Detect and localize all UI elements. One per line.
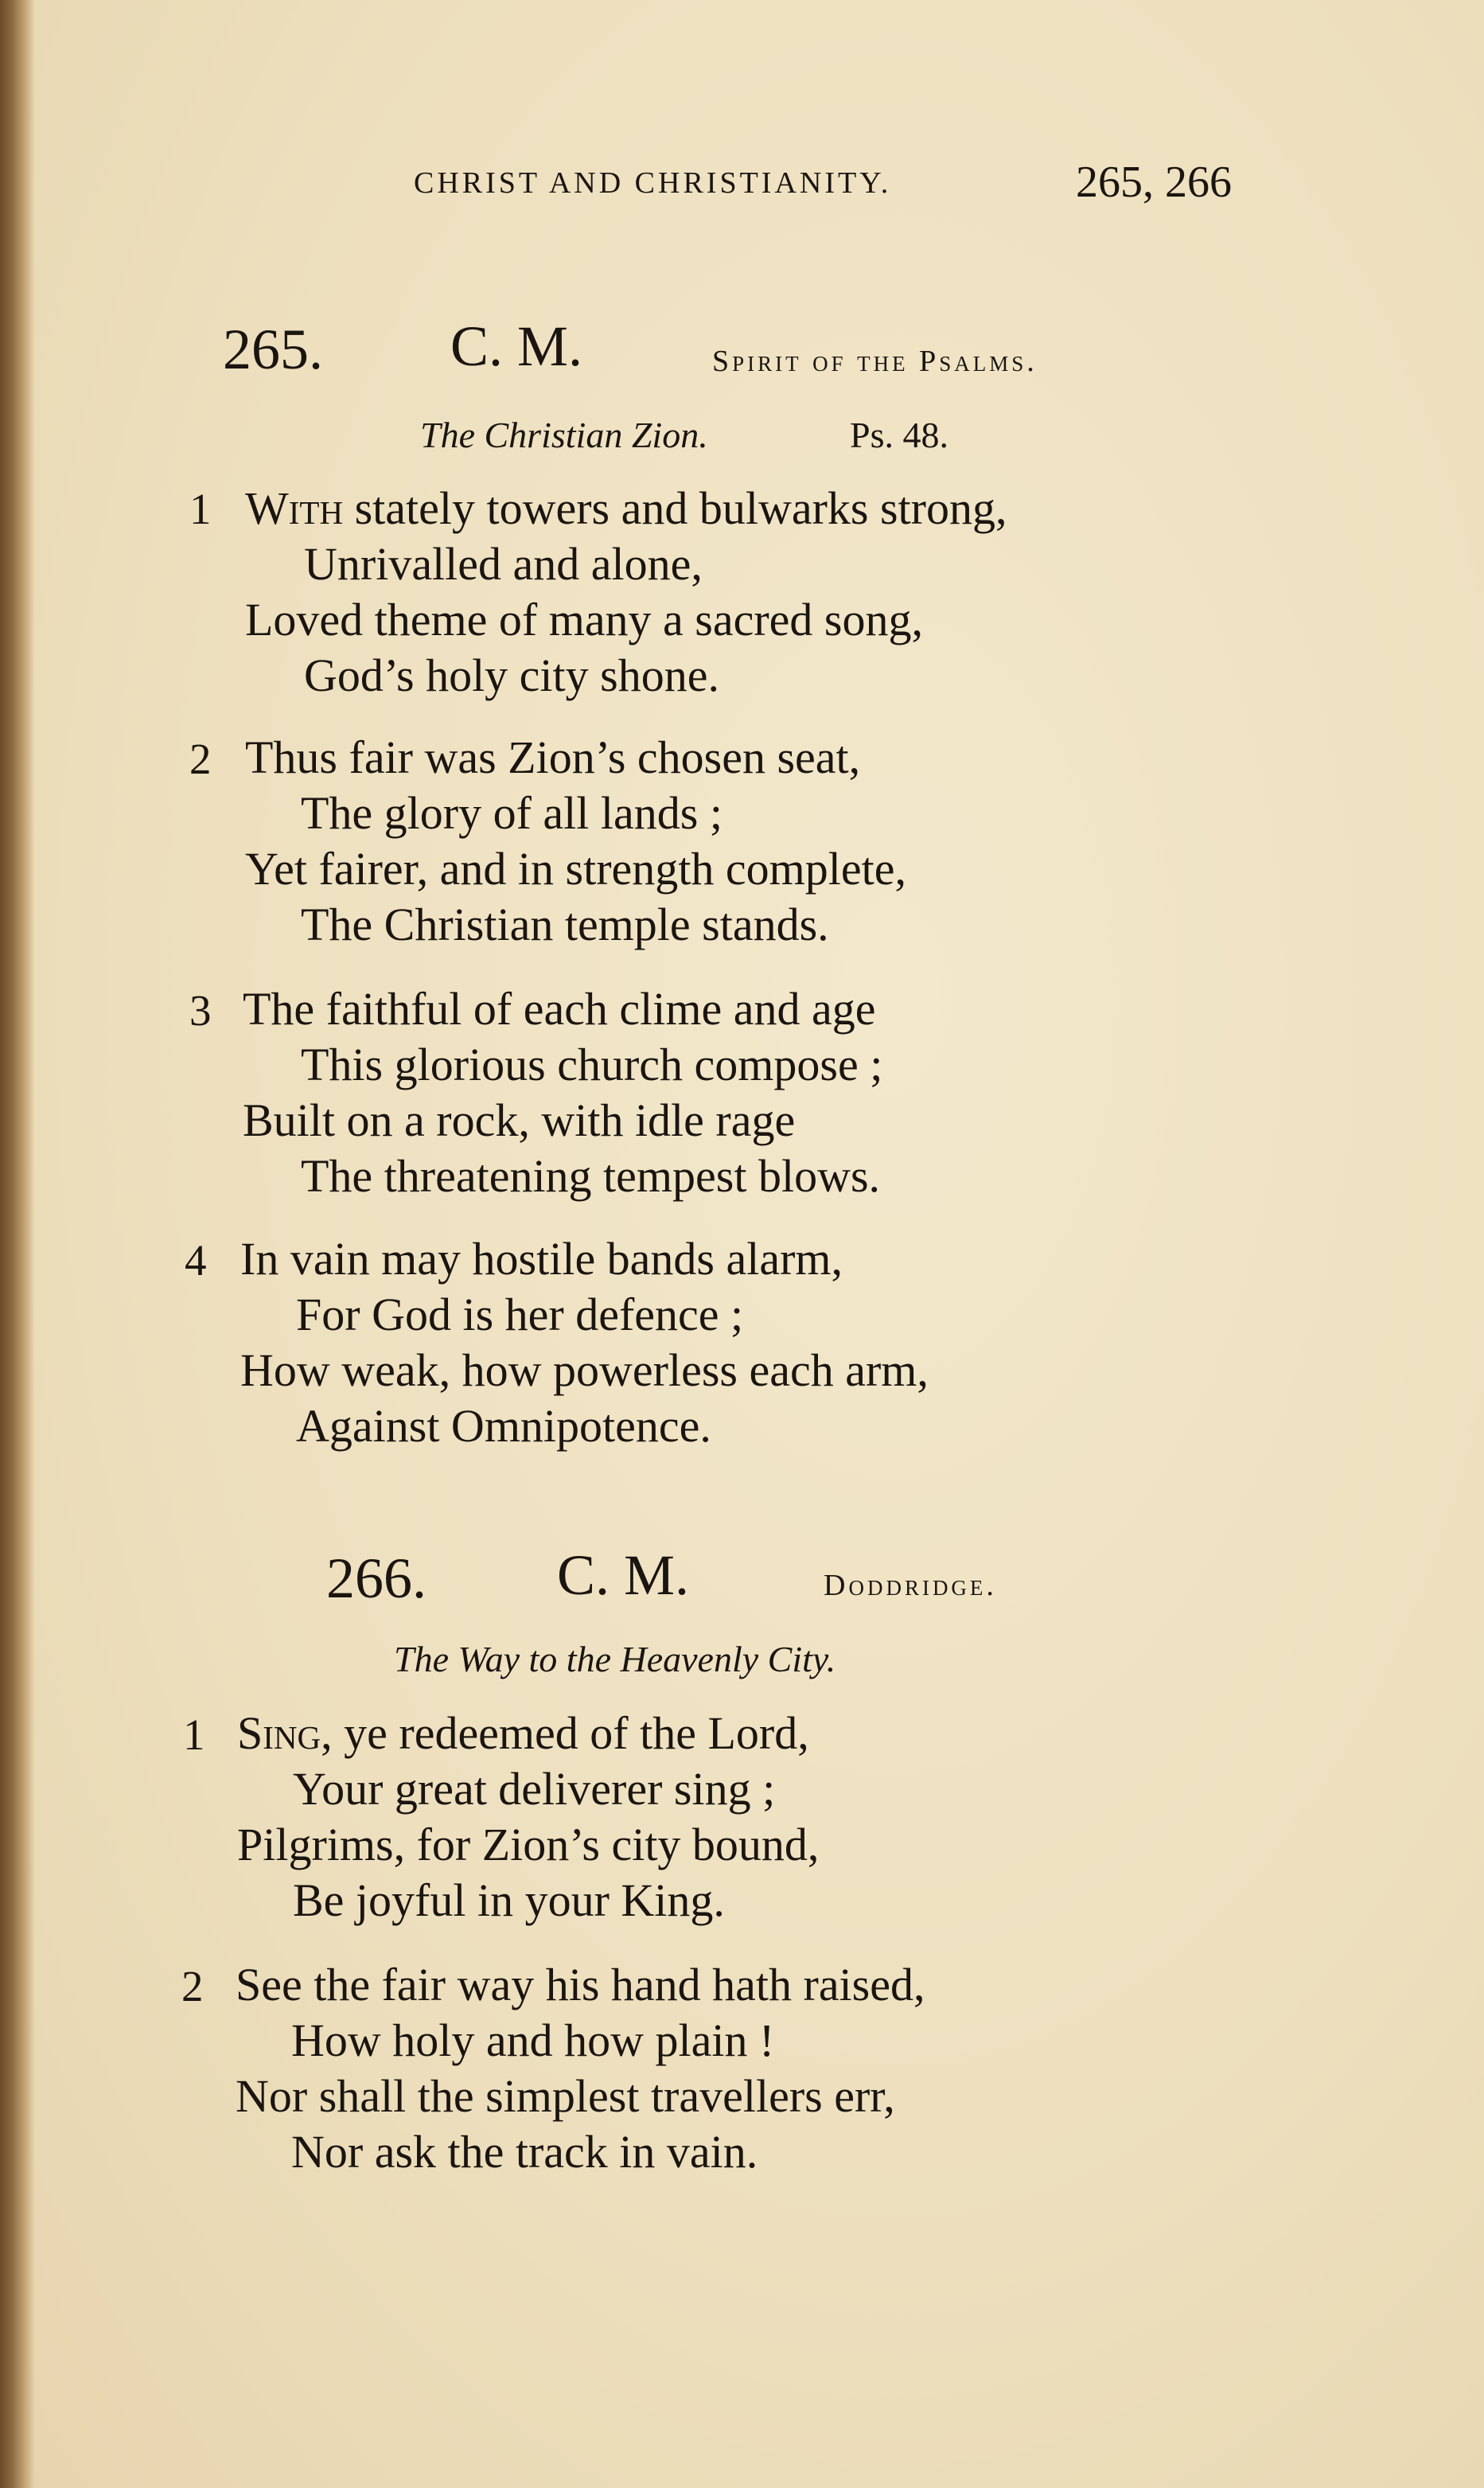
verse-line: Yet fairer, and in strength complete, [245,843,906,895]
verse-first-word: Sing [237,1707,321,1759]
verse-line: God’s holy city shone. [304,649,719,701]
verse-number: 1 [189,485,212,533]
verse-line: This glorious church compose ; [301,1039,883,1090]
verse-line: Nor shall the simplest travellers err, [236,2070,895,2122]
verse-line: In vain may hostile bands alarm, [240,1233,843,1285]
hymn-author: Spirit of the Psalms. [712,345,1038,378]
hymn-title: The Christian Zion. [420,415,708,455]
verse-line: For God is her defence ; [296,1289,744,1340]
verse-number: 3 [189,986,212,1035]
verse-line: How weak, how powerless each arm, [240,1344,929,1396]
verse-line: The glory of all lands ; [301,787,723,839]
book-spine-shadow [0,0,35,2488]
verse-number: 4 [185,1236,207,1285]
verse-number: 1 [183,1710,205,1759]
hymn-title: The Way to the Heavenly City. [394,1639,836,1679]
hymn-meter: C. M. [450,314,583,378]
verse-line: The Christian temple stands. [301,899,829,950]
hymn-meter: C. M. [557,1543,690,1607]
running-header-title: CHRIST AND CHRISTIANITY. [414,166,892,200]
verse-line: Pilgrims, for Zion’s city bound, [237,1819,820,1870]
verse-line: Against Omnipotence. [296,1400,711,1452]
verse-line: Sing, ye redeemed of the Lord, [237,1707,809,1759]
verse-line: Your great deliverer sing ; [293,1763,776,1815]
verse-number: 2 [181,1962,204,2010]
verse-line: Built on a rock, with idle rage [243,1094,796,1146]
verse-line: Unrivalled and alone, [304,538,703,590]
verse-line: Thus fair was Zion’s chosen seat, [245,731,861,783]
hymn-reference: Ps. 48. [850,415,948,455]
verse-line: Nor ask the track in vain. [291,2126,758,2178]
verse-line: See the fair way his hand hath raised, [236,1959,925,2010]
verse-number: 2 [189,735,212,783]
hymn-number: 266. [326,1546,427,1610]
page-numbers: 265, 266 [1076,158,1232,207]
verse-line: The faithful of each clime and age [243,983,876,1035]
verse-line: How holy and how plain ! [291,2014,775,2066]
verse-line: Be joyful in your King. [293,1874,725,1926]
verse-line: The threatening tempest blows. [301,1150,881,1202]
verse-first-word: With [245,482,344,534]
hymn-number: 265. [223,318,323,381]
hymn-author: Doddridge. [824,1569,997,1602]
verse-line: Loved theme of many a sacred song, [245,594,923,645]
verse-line: With stately towers and bulwarks strong, [245,482,1007,534]
